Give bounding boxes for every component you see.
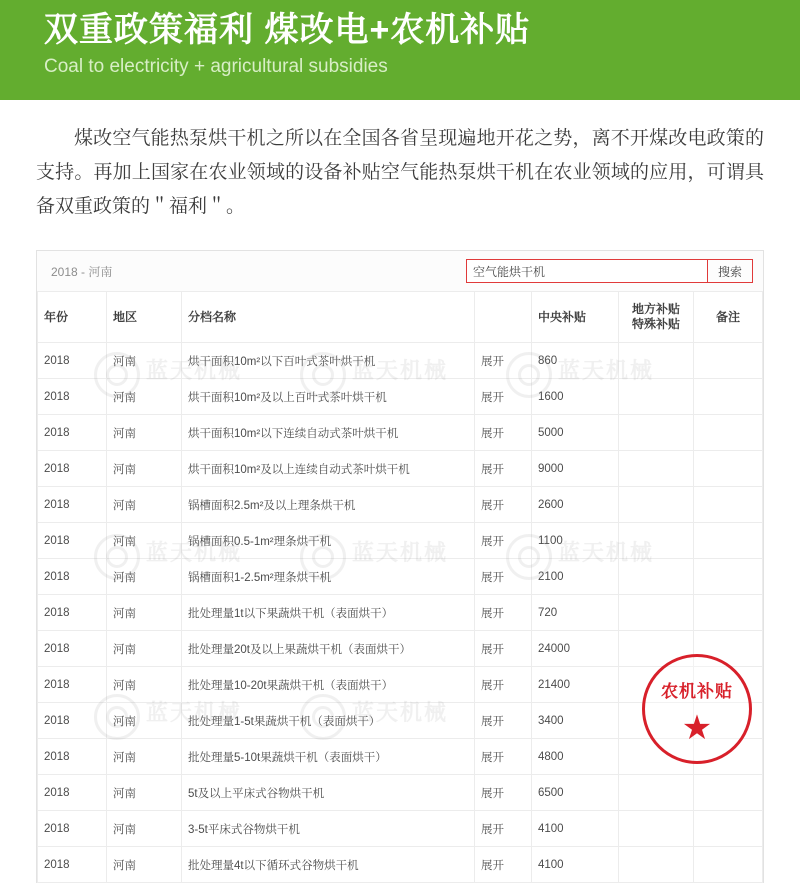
cell-region: 河南	[107, 343, 182, 379]
search-input[interactable]	[467, 260, 707, 282]
cell-name: 锅槽面积2.5m²及以上理条烘干机	[182, 487, 475, 523]
cell-region: 河南	[107, 631, 182, 667]
cell-local	[619, 379, 694, 415]
cell-central: 24000	[532, 631, 619, 667]
cell-name: 3-5t平床式谷物烘干机	[182, 811, 475, 847]
cell-year: 2018	[38, 415, 107, 451]
page-subtitle: Coal to electricity + agricultural subsidies	[44, 56, 388, 77]
cell-central: 4100	[532, 811, 619, 847]
cell-central: 860	[532, 343, 619, 379]
expand-link[interactable]: 展开	[475, 667, 532, 703]
intro-paragraph: 煤改空气能热泵烘干机之所以在全国各省呈现遍地开花之势，离不开煤改电政策的支持。再加上国家在农业领域的设备补贴空气能热泵烘干机在农业领域的应用，可谓具备双重政策的＂福利＂。	[36, 128, 764, 217]
cell-name: 5t及以上平床式谷物烘干机	[182, 775, 475, 811]
cell-note	[694, 595, 763, 631]
cell-region: 河南	[107, 739, 182, 775]
col-region: 地区	[107, 292, 182, 343]
search-button[interactable]: 搜索	[707, 260, 752, 282]
col-name: 分档名称	[182, 292, 475, 343]
cell-name: 锅槽面积1-2.5m²理条烘干机	[182, 559, 475, 595]
expand-link[interactable]: 展开	[475, 811, 532, 847]
page-title: 双重政策福利 煤改电+农机补贴	[44, 11, 531, 49]
cell-central: 4100	[532, 847, 619, 883]
table-body	[38, 343, 763, 883]
cell-year: 2018	[38, 667, 107, 703]
cell-central: 6500	[532, 775, 619, 811]
subsidy-stamp	[642, 654, 752, 764]
cell-year: 2018	[38, 595, 107, 631]
cell-local	[619, 415, 694, 451]
col-expand	[475, 292, 532, 343]
cell-region: 河南	[107, 415, 182, 451]
cell-central: 2100	[532, 559, 619, 595]
cell-region: 河南	[107, 379, 182, 415]
table-row	[38, 523, 763, 559]
cell-year: 2018	[38, 703, 107, 739]
cell-name: 批处理量20t及以上果蔬烘干机（表面烘干）	[182, 631, 475, 667]
table-row	[38, 451, 763, 487]
expand-link[interactable]: 展开	[475, 595, 532, 631]
cell-year: 2018	[38, 739, 107, 775]
subsidy-table	[37, 292, 763, 883]
cell-year: 2018	[38, 847, 107, 883]
cell-year: 2018	[38, 559, 107, 595]
expand-link[interactable]: 展开	[475, 631, 532, 667]
cell-central: 4800	[532, 739, 619, 775]
cell-central: 1600	[532, 379, 619, 415]
cell-region: 河南	[107, 847, 182, 883]
table-row	[38, 811, 763, 847]
table-header-row	[38, 292, 763, 343]
cell-name: 烘干面积10m²以下百叶式茶叶烘干机	[182, 343, 475, 379]
cell-year: 2018	[38, 487, 107, 523]
stamp-text: 农机补贴	[661, 682, 733, 701]
cell-name: 锅槽面积0.5-1m²理条烘干机	[182, 523, 475, 559]
expand-link[interactable]: 展开	[475, 559, 532, 595]
cell-name: 批处理量10-20t果蔬烘干机（表面烘干）	[182, 667, 475, 703]
col-local-line1: 地方补贴	[631, 302, 680, 316]
cell-name: 批处理量1-5t果蔬烘干机（表面烘干）	[182, 703, 475, 739]
scope-label: 2018 - 河南	[51, 264, 113, 279]
cell-central: 3400	[532, 703, 619, 739]
cell-note	[694, 559, 763, 595]
table-row	[38, 343, 763, 379]
expand-link[interactable]: 展开	[475, 847, 532, 883]
table-row	[38, 595, 763, 631]
cell-name: 批处理量4t以下循环式谷物烘干机	[182, 847, 475, 883]
cell-year: 2018	[38, 379, 107, 415]
expand-link[interactable]: 展开	[475, 415, 532, 451]
cell-name: 批处理量1t以下果蔬烘干机（表面烘干）	[182, 595, 475, 631]
cell-year: 2018	[38, 775, 107, 811]
expand-link[interactable]: 展开	[475, 703, 532, 739]
table-head	[38, 292, 763, 343]
expand-link[interactable]: 展开	[475, 523, 532, 559]
cell-note	[694, 415, 763, 451]
cell-region: 河南	[107, 811, 182, 847]
cell-name: 烘干面积10m²以下连续自动式茶叶烘干机	[182, 415, 475, 451]
table-row	[38, 631, 763, 667]
cell-region: 河南	[107, 775, 182, 811]
cell-central: 720	[532, 595, 619, 631]
cell-local	[619, 451, 694, 487]
expand-link[interactable]: 展开	[475, 775, 532, 811]
expand-link[interactable]: 展开	[475, 451, 532, 487]
cell-name: 烘干面积10m²及以上连续自动式茶叶烘干机	[182, 451, 475, 487]
cell-region: 河南	[107, 667, 182, 703]
cell-local	[619, 811, 694, 847]
col-local	[619, 292, 694, 343]
cell-local	[619, 847, 694, 883]
cell-year: 2018	[38, 523, 107, 559]
cell-note	[694, 379, 763, 415]
table-row	[38, 379, 763, 415]
star-icon: ★	[681, 709, 713, 747]
col-year: 年份	[38, 292, 107, 343]
expand-link[interactable]: 展开	[475, 379, 532, 415]
cell-central: 5000	[532, 415, 619, 451]
cell-note	[694, 343, 763, 379]
table-row	[38, 559, 763, 595]
cell-year: 2018	[38, 811, 107, 847]
expand-link[interactable]: 展开	[475, 739, 532, 775]
table-toolbar	[37, 251, 763, 292]
cell-year: 2018	[38, 343, 107, 379]
cell-region: 河南	[107, 523, 182, 559]
cell-local	[619, 487, 694, 523]
cell-name: 批处理量5-10t果蔬烘干机（表面烘干）	[182, 739, 475, 775]
cell-year: 2018	[38, 451, 107, 487]
cell-central: 21400	[532, 667, 619, 703]
cell-note	[694, 775, 763, 811]
expand-link[interactable]: 展开	[475, 487, 532, 523]
col-local-line2: 特殊补贴	[631, 317, 680, 331]
table-row	[38, 487, 763, 523]
cell-region: 河南	[107, 487, 182, 523]
cell-note	[694, 451, 763, 487]
cell-note	[694, 523, 763, 559]
table-row	[38, 775, 763, 811]
cell-local	[619, 595, 694, 631]
cell-note	[694, 487, 763, 523]
cell-region: 河南	[107, 595, 182, 631]
cell-region: 河南	[107, 559, 182, 595]
cell-region: 河南	[107, 703, 182, 739]
cell-local	[619, 559, 694, 595]
cell-year: 2018	[38, 631, 107, 667]
table-row	[38, 847, 763, 883]
col-note: 备注	[694, 292, 763, 343]
search-box[interactable]	[466, 259, 753, 283]
cell-central: 9000	[532, 451, 619, 487]
page-banner	[0, 0, 800, 100]
cell-name: 烘干面积10m²及以上百叶式茶叶烘干机	[182, 379, 475, 415]
cell-local	[619, 775, 694, 811]
cell-region: 河南	[107, 451, 182, 487]
table-row	[38, 415, 763, 451]
cell-central: 1100	[532, 523, 619, 559]
cell-local	[619, 523, 694, 559]
col-central: 中央补贴	[532, 292, 619, 343]
cell-local	[619, 343, 694, 379]
subsidy-table-card	[36, 250, 764, 883]
cell-note	[694, 811, 763, 847]
cell-central: 2600	[532, 487, 619, 523]
expand-link[interactable]: 展开	[475, 343, 532, 379]
cell-note	[694, 847, 763, 883]
